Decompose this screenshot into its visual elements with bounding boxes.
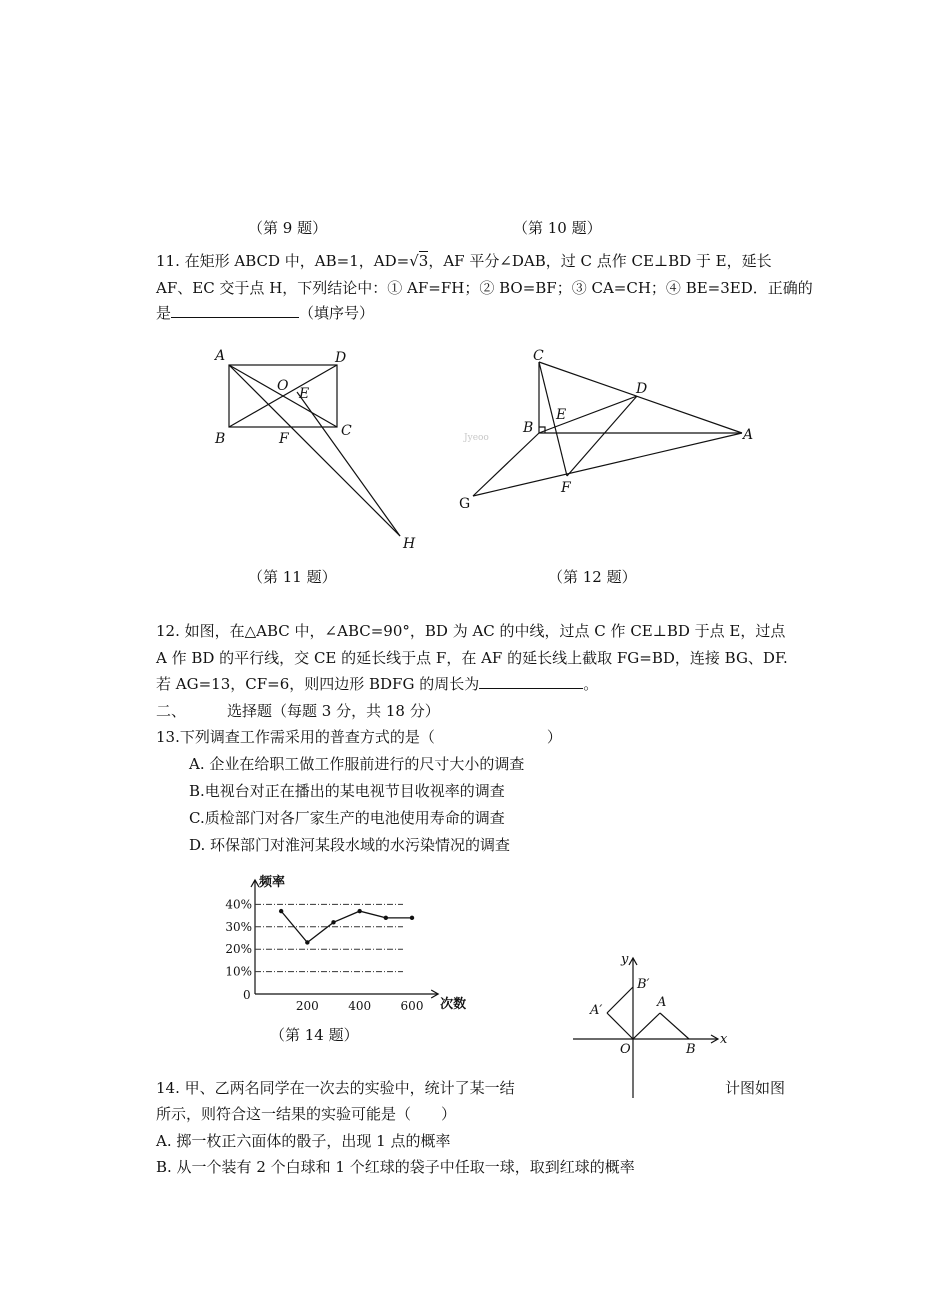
coord-label-y: y bbox=[621, 952, 629, 967]
q11-label-H: H bbox=[403, 536, 416, 552]
data-point bbox=[410, 916, 414, 920]
q11-label-O: O bbox=[277, 378, 289, 394]
q11-line1-b: ，AF 平分∠DAB，过 C 点作 CE⊥BD 于 E，延长 bbox=[428, 252, 772, 270]
y-tick-label: 40% bbox=[225, 897, 252, 912]
q12-label-F: F bbox=[561, 480, 571, 496]
data-point bbox=[305, 940, 309, 944]
q11-line1-a: 11. 在矩形 ABCD 中，AB=1，AD= bbox=[156, 252, 410, 270]
q12-line2: A 作 BD 的平行线，交 CE 的延长线于点 F，在 AF 的延长线上截取 FG=BD，连接 BG、DF. bbox=[156, 649, 788, 667]
q13-option-d[interactable]: D. 环保部门对淮河某段水域的水污染情况的调查 bbox=[189, 836, 511, 854]
q13-stem bbox=[156, 730, 562, 745]
figure-q12 bbox=[455, 340, 755, 520]
q11-line1 bbox=[156, 254, 772, 269]
q12-label-A: A bbox=[743, 427, 754, 443]
q12-label-B: B bbox=[523, 420, 534, 436]
caption-q11: （第 11 题） bbox=[248, 568, 337, 586]
coord-label-Aprime: A′ bbox=[590, 1003, 603, 1018]
section2-title: 选择题（每题 3 分，共 18 分） bbox=[227, 702, 440, 720]
q11-line2: AF、EC 交于点 H，下列结论中：① AF=FH；② BO=BF；③ CA=CH；④ BE=3ED．正确的 bbox=[156, 279, 813, 297]
origin-label: 0 bbox=[243, 988, 251, 1002]
q12-watermark: Jyeoo bbox=[464, 433, 489, 443]
figure-q11 bbox=[205, 340, 425, 560]
q12-line3-a: 若 AG=13，CF=6，则四边形 BDFG 的周长为 bbox=[156, 675, 480, 693]
coord-label-O: O bbox=[620, 1042, 631, 1057]
q13-stem-end: ） bbox=[546, 728, 562, 746]
data-point bbox=[384, 916, 388, 920]
q11-label-E: E bbox=[299, 386, 310, 402]
caption-q9: （第 9 题） bbox=[248, 219, 328, 237]
q11-label-A: A bbox=[215, 348, 226, 364]
y-tick-label: 10% bbox=[225, 964, 252, 979]
coord-label-A: A bbox=[657, 995, 667, 1010]
y-axis-label: 频率 bbox=[259, 875, 286, 890]
q11-line3-b: （填序号） bbox=[299, 304, 375, 322]
q11-label-F: F bbox=[279, 431, 289, 447]
y-tick-label: 30% bbox=[225, 919, 252, 934]
sqrt-sign: √ bbox=[409, 252, 419, 270]
section2-number: 二、 bbox=[156, 702, 187, 720]
q13-option-a[interactable]: A. 企业在给职工做工作服前进行的尺寸大小的调查 bbox=[189, 755, 525, 773]
x-tick-label: 600 bbox=[400, 999, 424, 1013]
q13-stem-text: 13.下列调查工作需采用的普查方式的是（ bbox=[156, 728, 435, 746]
x-tick-label: 400 bbox=[348, 999, 372, 1013]
q12-line3 bbox=[156, 677, 598, 692]
y-tick-label: 20% bbox=[225, 942, 252, 957]
x-tick-label: 200 bbox=[295, 999, 319, 1013]
q14-option-b[interactable]: B. 从一个装有 2 个白球和 1 个红球的袋子中任取一球，取到红球的概率 bbox=[156, 1158, 635, 1176]
q12-answer-blank[interactable] bbox=[479, 688, 583, 689]
data-point bbox=[357, 909, 361, 913]
chart-q14 bbox=[225, 870, 467, 1013]
q11-line3 bbox=[156, 306, 374, 321]
q13-option-c[interactable]: C.质检部门对各厂家生产的电池使用寿命的调查 bbox=[189, 809, 505, 827]
q11-label-C: C bbox=[341, 423, 352, 439]
x-axis-label: 次数 bbox=[440, 997, 467, 1012]
figure-coordinate bbox=[570, 950, 745, 1110]
q12-line1: 12. 如图，在△ABC 中，∠ABC=90°，BD 为 AC 的中线，过点 C 作 CE⊥BD 于点 E，过点 bbox=[156, 622, 786, 640]
q11-answer-blank[interactable] bbox=[171, 317, 299, 318]
sqrt-arg: 3 bbox=[418, 252, 429, 270]
caption-q14: （第 14 题） bbox=[270, 1026, 359, 1044]
caption-q12: （第 12 题） bbox=[548, 568, 637, 586]
q12-label-D: D bbox=[636, 381, 648, 397]
q12-label-C: C bbox=[533, 348, 544, 364]
q12-line3-b: 。 bbox=[583, 675, 599, 693]
q11-label-D: D bbox=[335, 350, 347, 366]
q11-label-B: B bbox=[215, 431, 226, 447]
q13-option-b[interactable]: B.电视台对正在播出的某电视节目收视率的调查 bbox=[189, 782, 505, 800]
data-point bbox=[279, 909, 283, 913]
coord-label-B: B bbox=[686, 1042, 696, 1057]
caption-q10: （第 10 题） bbox=[513, 219, 602, 237]
coord-label-Bprime: B′ bbox=[637, 977, 650, 992]
q12-label-G: G bbox=[459, 496, 471, 512]
data-point bbox=[331, 920, 335, 924]
q12-label-E: E bbox=[556, 407, 567, 423]
q14-line1-b: 计图如图 bbox=[725, 1079, 786, 1097]
q14-option-a[interactable]: A. 掷一枚正六面体的骰子，出现 1 点的概率 bbox=[156, 1132, 451, 1150]
q11-line3-a: 是 bbox=[156, 304, 172, 322]
coord-label-x: x bbox=[720, 1032, 728, 1047]
q14-line2: 所示，则符合这一结果的实验可能是（ ） bbox=[156, 1105, 457, 1123]
q14-line1-a: 14. 甲、乙两名同学在一次去的实验中，统计了某一结 bbox=[156, 1079, 515, 1097]
